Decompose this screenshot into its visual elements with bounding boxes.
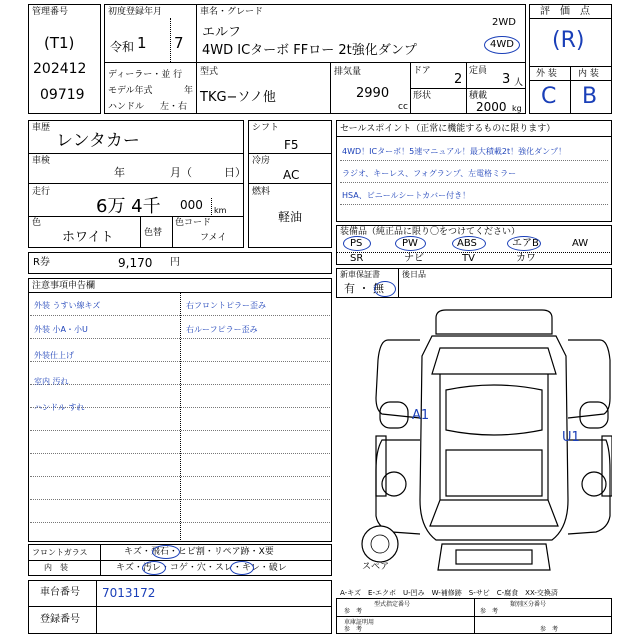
ref-3: 参 考 <box>344 626 363 633</box>
equip-airbag-circle <box>507 236 541 251</box>
inspection-year: 年 <box>114 166 125 179</box>
mark-a1: A1 <box>412 408 430 423</box>
legend: A-キズ E-エクボ U-凹み W-補修跡 S-サビ C-腐食 XX-交換済 <box>340 589 558 597</box>
warranty-label: 新車保証書 <box>340 270 380 279</box>
car-name-label: 車名・グレード <box>200 7 264 17</box>
mark-u1: U1 <box>562 430 580 445</box>
sales-point-line: HSA、ビニールシートカバー付き！ <box>342 191 471 200</box>
stain-circle <box>142 561 166 575</box>
displacement-label: 排気量 <box>334 67 362 77</box>
warranty-value: 有 ・ 無 <box>344 282 384 295</box>
interior-score: B <box>582 84 598 109</box>
diagram-top-outline <box>436 310 552 334</box>
era-year: 1 <box>137 34 147 52</box>
color-change-label: 色替 <box>144 228 163 238</box>
note-left: 室内 汚れ <box>34 377 69 386</box>
note-left: ハンドル すれ <box>34 403 85 412</box>
chip-circle <box>152 545 180 559</box>
inspection-month: 月（ <box>170 166 192 179</box>
shift-label: シフト <box>252 123 280 133</box>
recycle-value: 9,170 <box>118 256 153 270</box>
capacity-value: 3 <box>502 72 511 87</box>
capacity-unit: 人 <box>514 78 524 88</box>
shift-value: F5 <box>284 138 299 152</box>
history-label: 車歴 <box>32 123 51 133</box>
ref-2: 参 考 <box>480 608 499 615</box>
interior-cond-label: 内 装 <box>44 563 68 572</box>
first-reg-label: 初度登録年月 <box>108 7 163 17</box>
exterior-score: C <box>541 84 557 109</box>
note-right: 右フロントピラー歪み <box>186 301 266 310</box>
ref-4: 参 考 <box>540 626 559 633</box>
diagram-left-side <box>376 340 420 418</box>
notes-label: 注意事項申告欄 <box>32 281 96 291</box>
front-glass-label: フロントガラス <box>32 548 88 557</box>
history-value: レンタカー <box>56 131 140 151</box>
door-value: 2 <box>454 72 463 87</box>
score-value: (R) <box>552 28 585 53</box>
type-spec-label: 型式指定番号 <box>374 601 411 608</box>
load-unit: kg <box>512 104 522 113</box>
dealer-label: ディーラー・並 行 <box>108 70 183 80</box>
equip-leather: カワ <box>516 253 536 264</box>
front-glass-options: キズ・飛石・ヒビ割・リペア跡・X要 <box>124 547 274 557</box>
recycle-label: R券 <box>33 257 50 268</box>
handle-options: 左・右 <box>160 102 188 112</box>
spare-label: スペア <box>362 562 390 572</box>
equip-airbag: エアB <box>512 238 539 249</box>
equip-abs: ABS <box>457 238 477 249</box>
color-code-label: 色コード <box>175 218 212 228</box>
color-code-value: フメイ <box>200 233 227 243</box>
class-label: 類別区分番号 <box>510 601 547 608</box>
equip-abs-circle <box>452 236 486 251</box>
cert-label: 車庫証明用 <box>344 619 375 626</box>
handle-label: ハンドル <box>108 102 145 112</box>
mgmt-t-code: (T1) <box>44 34 75 52</box>
exterior-label: 外 装 <box>536 69 557 79</box>
ac-value: AC <box>283 168 300 182</box>
spare-tire <box>362 526 398 562</box>
car-name: エルフ <box>202 25 242 40</box>
mileage-unit: km <box>214 206 227 215</box>
car-grade: 4WD ICターボ FFロー 2t強化ダンプ <box>202 43 417 58</box>
equip-tv: TV <box>462 253 475 264</box>
later-items-label: 後日品 <box>402 270 426 279</box>
era: 令和 <box>110 40 135 54</box>
displacement-unit: cc <box>398 102 408 112</box>
type-label: 型式 <box>200 67 219 77</box>
fuel-value: 軽油 <box>278 210 303 224</box>
inspection-day: 日） <box>224 166 246 179</box>
model-year-unit: 年 <box>184 86 194 96</box>
note-left: 外装 小A・小U <box>34 325 88 334</box>
score-label: 評 価 点 <box>540 6 590 17</box>
chassis-label: 車台番号 <box>40 587 80 598</box>
shape-label: 形状 <box>413 91 432 101</box>
equip-navi: ナビ <box>404 253 424 264</box>
interior-cond-options: キズ・汚レ・コゲ・穴・スレ・キレ・破レ <box>116 563 287 573</box>
sales-point-label: セールスポイント（正常に機能するものに限ります） <box>340 124 556 134</box>
equip-sr: SR <box>350 253 364 264</box>
wear-circle <box>230 561 254 575</box>
door-label: ドア <box>413 66 431 76</box>
warranty-none-circle <box>374 281 396 297</box>
note-right: 右ルーフピラー歪み <box>186 325 258 334</box>
equip-ps: PS <box>350 238 363 249</box>
equip-pw: PW <box>402 238 418 249</box>
color-label: 色 <box>32 218 42 228</box>
sales-point-line: ラジオ、キーレス、フォグランプ、左電格ミラー <box>342 169 517 178</box>
recycle-unit: 円 <box>170 257 180 268</box>
mgmt-number-1: 202412 <box>33 61 87 77</box>
note-left: 外装 うすい線キズ <box>34 301 101 310</box>
type-value: TKG−ソノ他 <box>200 90 276 105</box>
equip-pw-circle <box>395 236 426 251</box>
ac-label: 冷房 <box>252 156 271 166</box>
recycle-box <box>28 252 332 274</box>
inspection-label: 車検 <box>32 156 51 166</box>
equipment-label: 装備品（純正品に限り〇をつけてください） <box>340 227 521 237</box>
mgmt-number-2: 09719 <box>40 87 85 103</box>
reg-month: 7 <box>174 34 184 52</box>
displacement-value: 2990 <box>356 86 390 101</box>
equip-aw: AW <box>572 238 589 249</box>
mileage-label: 走行 <box>32 187 51 197</box>
interior-label: 内 装 <box>578 69 599 79</box>
note-left: 外装仕上げ <box>34 351 74 360</box>
chassis-value: 7013172 <box>102 586 156 600</box>
sales-point-line: 4WD！ICターボ！5速マニュアル！最大積載2t！強化ダンプ！ <box>342 147 567 156</box>
fuel-label: 燃料 <box>252 187 271 197</box>
reg-number-label: 登録番号 <box>40 614 80 625</box>
mileage-main: 6万 4千 <box>96 196 161 217</box>
load-label: 積載 <box>469 91 488 101</box>
ref-1: 参 考 <box>344 608 363 615</box>
drive-2wd: 2WD <box>492 17 516 28</box>
load-value: 2000 <box>476 100 507 114</box>
capacity-label: 定員 <box>469 66 488 76</box>
equip-ps-circle <box>343 236 371 251</box>
drive-4wd: 4WD <box>490 39 514 50</box>
vehicle-info-box <box>104 4 526 114</box>
model-year-label: モデル年式 <box>108 86 153 96</box>
mgmt-number-label: 管理番号 <box>32 7 69 17</box>
color-value: ホワイト <box>62 230 114 245</box>
mileage-sub: 000 <box>180 198 203 212</box>
